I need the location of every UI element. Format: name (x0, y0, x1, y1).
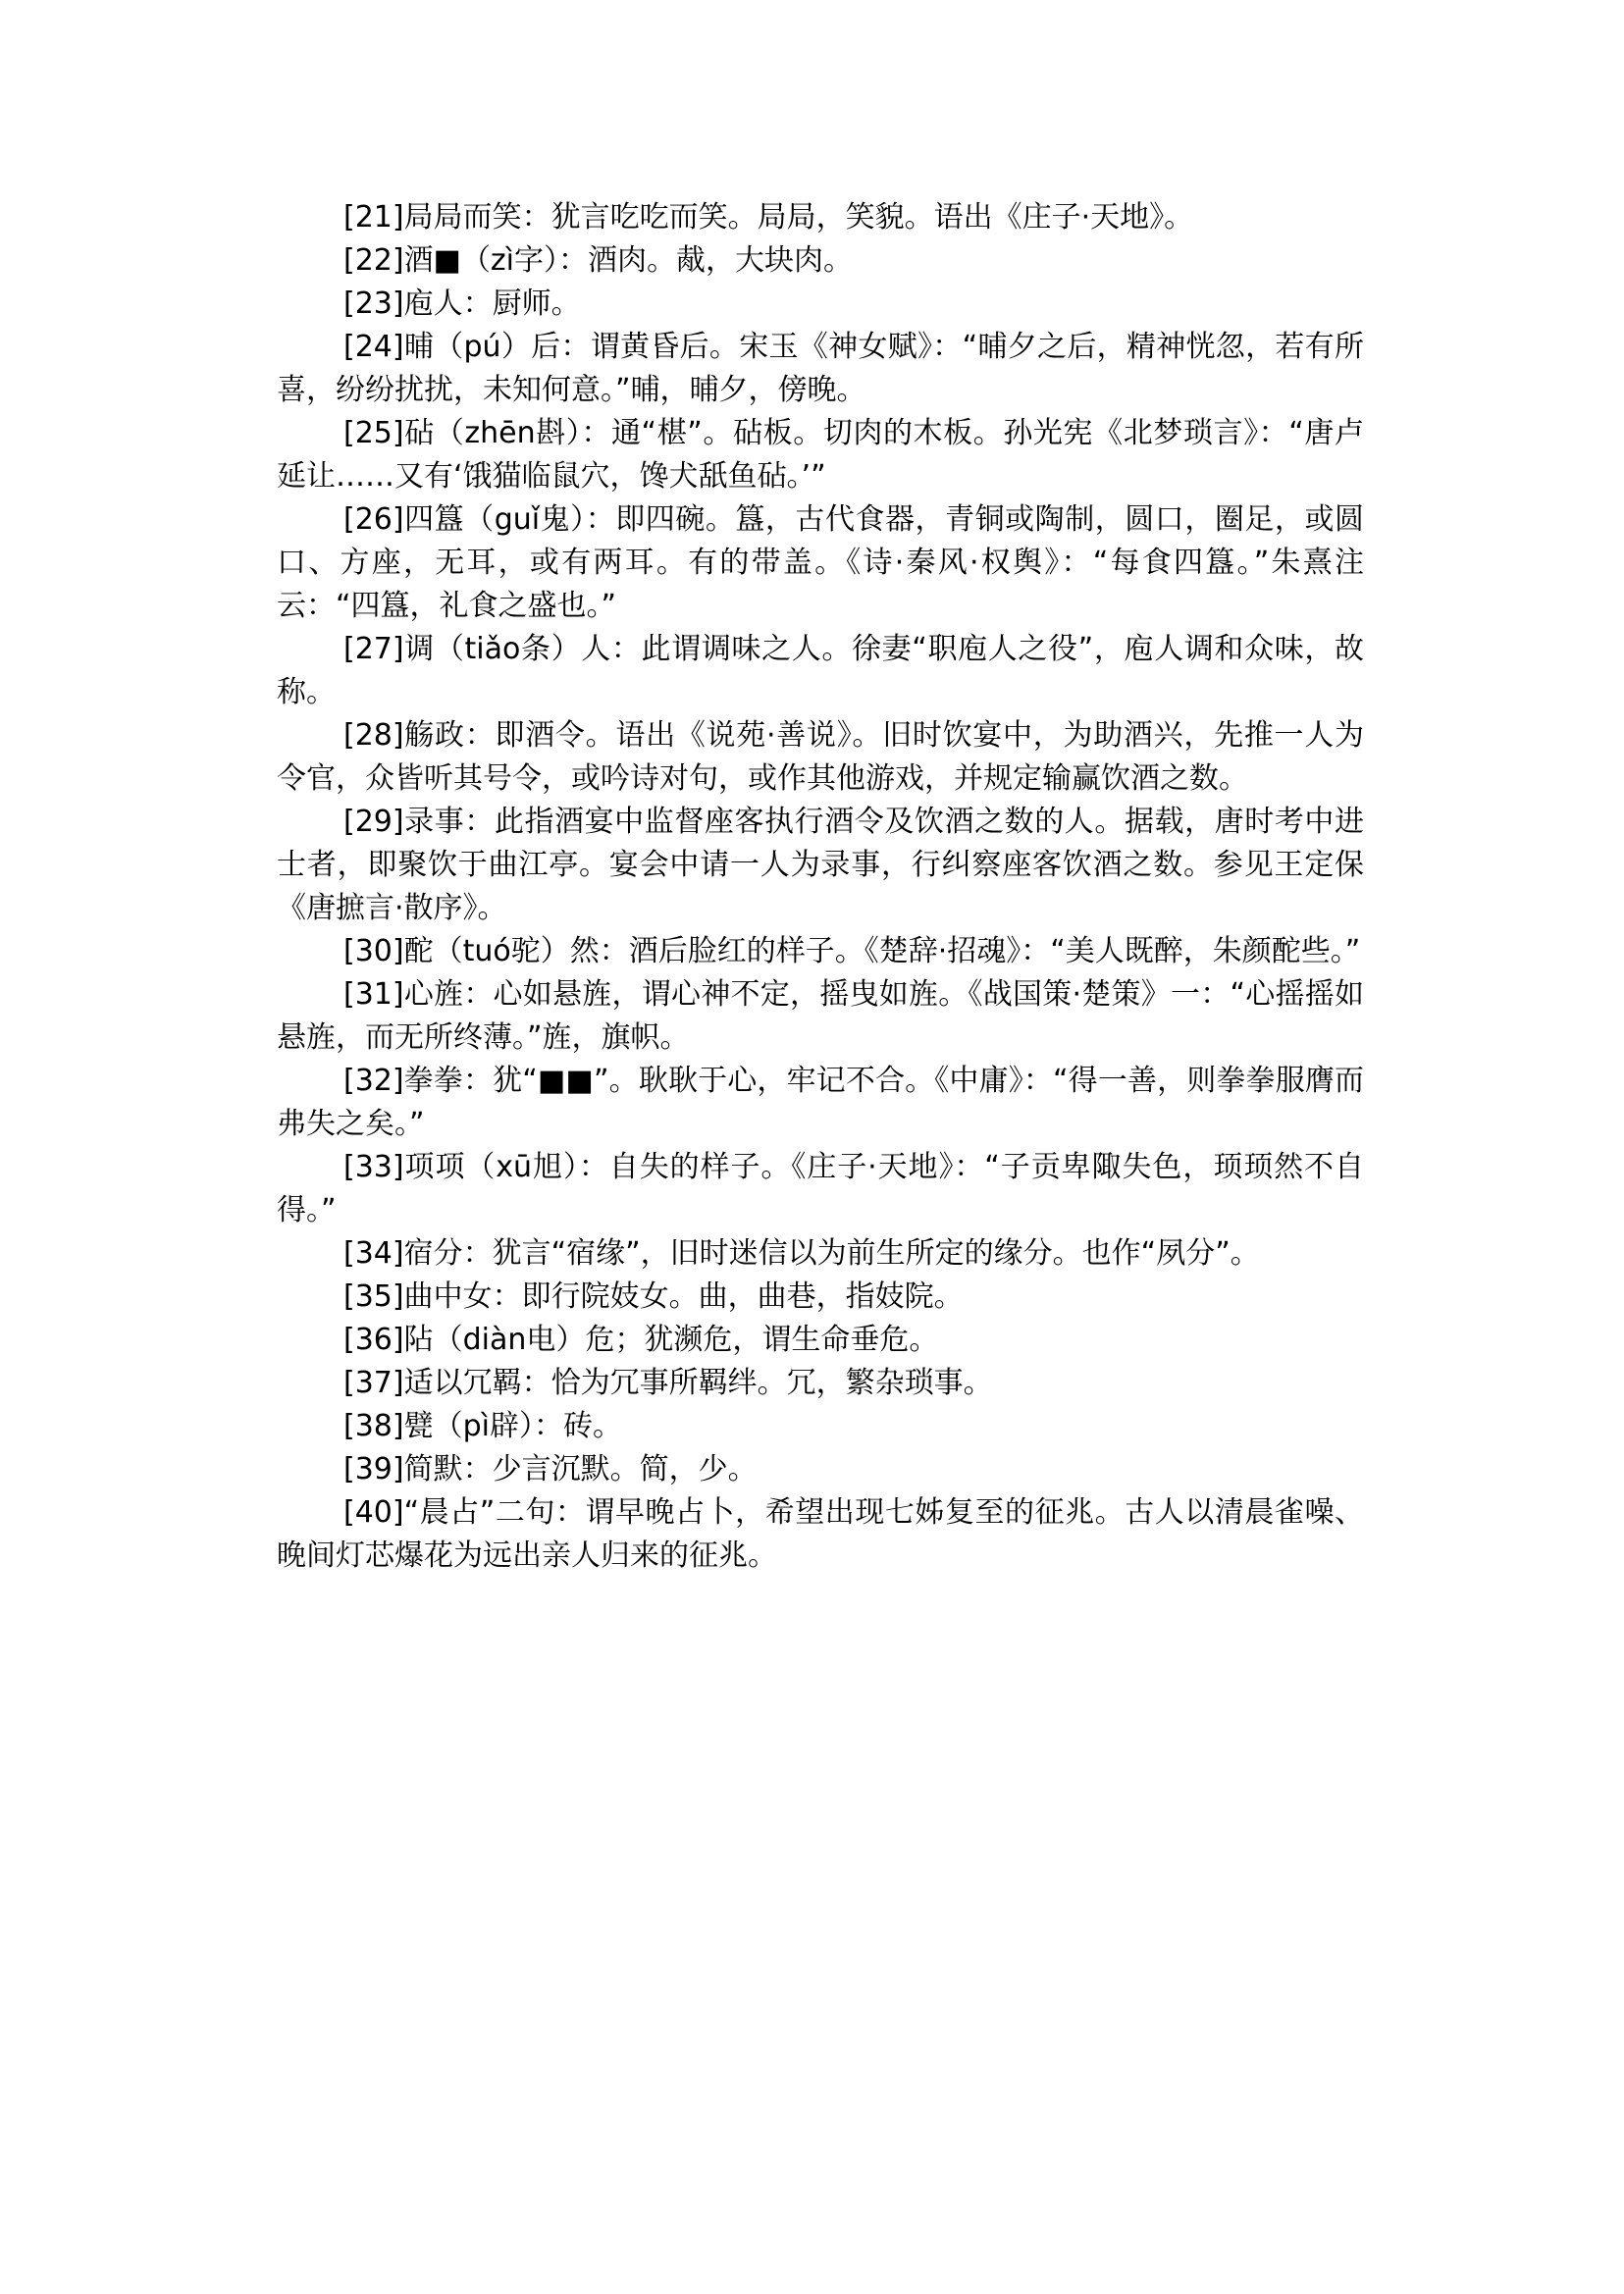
note-40: [40]“晨占”二句：谓早晚占卜，希望出现七姊复至的征兆。古人以清晨雀噪、晚间灯芯爆花为远出亲人归来的征兆。 (277, 1495, 1364, 1573)
note-26: [26]四簋（guǐ鬼）：即四碗。簋，古代食器，青铜或陶制，圆口，圈足，或圆口、方座，无耳，或有两耳。有的带盖。《诗·秦风·权舆》：“每食四簋。”朱熹注云：“四簋，礼食之盛也。” (277, 502, 1364, 623)
note-27: [27]调（tiǎo条）人：此谓调味之人。徐妻“职庖人之役”，庖人调和众味，故称。 (277, 632, 1364, 709)
note-24: [24]晡（pú）后：谓黄昏后。宋玉《神女赋》：“晡夕之后，精神恍忽，若有所喜，纷纷扰扰，未知何意。”晡，晡夕，傍晚。 (277, 330, 1364, 407)
note-34: [34]宿分：犹言“宿缘”，旧时迷信以为前生所定的缘分。也作“夙分”。 (343, 1236, 1260, 1271)
note-35: [35]曲中女：即行院妓女。曲，曲巷，指妓院。 (343, 1279, 964, 1314)
note-36: [36]阽（diàn电）危；犹濒危，谓生命垂危。 (343, 1323, 939, 1357)
note-30: [30]酡（tuó驼）然：酒后脸红的样子。《楚辞·招魂》：“美人既醉，朱颜酡些。” (343, 934, 1361, 968)
note-32: [32]拳拳：犹“■■”。耿耿于心，牢记不合。《中庸》：“得一善，则拳拳服膺而弗失之矣。” (277, 1064, 1364, 1141)
note-25: [25]砧（zhēn斟）：通“椹”。砧板。切肉的木板。孙光宪《北梦琐言》：“唐卢延让……又有‘饿猫临鼠穴，馋犬舐鱼砧。’” (277, 416, 1364, 494)
note-39: [39]简默：少言沉默。简，少。 (343, 1452, 758, 1486)
note-23: [23]庖人：厨师。 (343, 287, 581, 321)
note-21: [21]局局而笑：犹言吃吃而笑。局局，笑貌。语出《庄子·天地》。 (343, 200, 1194, 235)
note-22: [22]酒■（zì字）：酒肉。胾，大块肉。 (343, 243, 854, 278)
note-33: [33]项项（xū旭）：自失的样子。《庄子·天地》：“子贡卑陬失色，顼顼然不自得。” (277, 1150, 1364, 1227)
note-37: [37]适以冗羁：恰为冗事所羁绊。冗，繁杂琐事。 (343, 1366, 993, 1400)
annotation-notes (277, 196, 1364, 1578)
note-29: [29]录事：此指酒宴中监督座客执行酒令及饮酒之数的人。据载，唐时考中进士者，即聚饮于曲江亭。宴会中请一人为录事，行纠察座客饮酒之数。参见王定保《唐摭言·散序》。 (277, 805, 1364, 925)
note-31: [31]心旌：心如悬旌，谓心神不定，摇曳如旌。《战国策·楚策》一：“心摇摇如悬旌，而无所终薄。”旌，旗帜。 (277, 977, 1364, 1055)
note-38: [38]甓（pì辟）：砖。 (343, 1409, 622, 1443)
note-28: [28]觞政：即酒令。语出《说苑·善说》。旧时饮宴中，为助酒兴，先推一人为令官，众皆听其号令，或吟诗对句，或作其他游戏，并规定输赢饮酒之数。 (277, 718, 1364, 796)
